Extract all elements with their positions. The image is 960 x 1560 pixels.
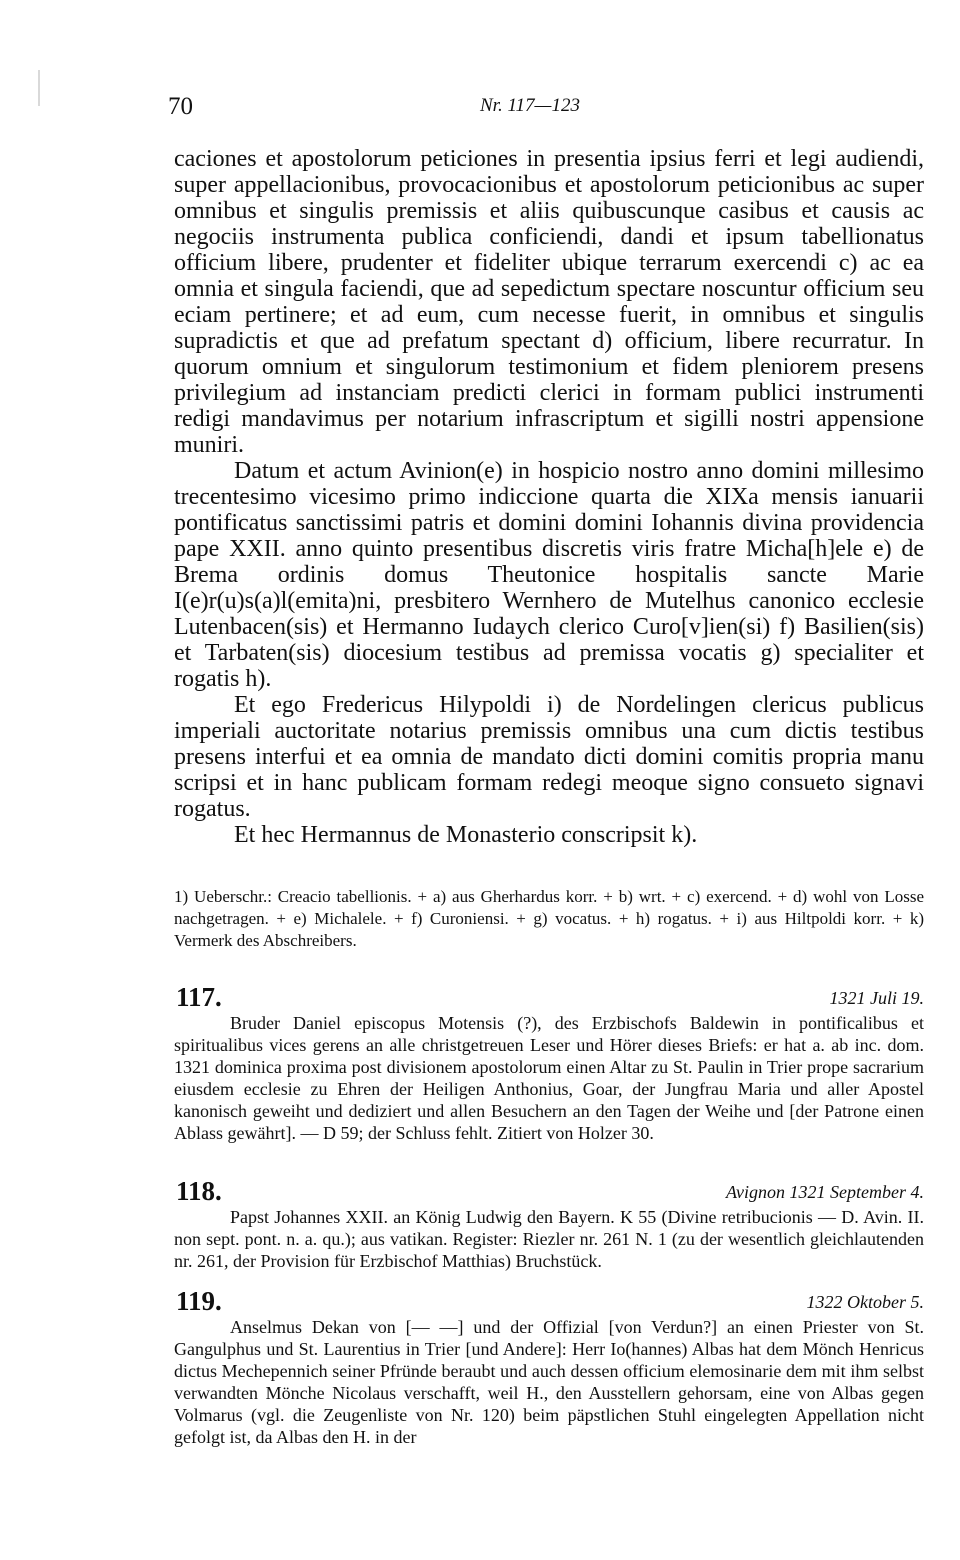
entry-text: Anselmus Dekan von [— —] und der Offizial [von Verdun?] an einen Priester von St. Gangulphus und St. Laurentius in Trier [und Andere]: Herr Io(hannes) Albas hat dem Mönch Henricus dictus Mechepennich seiner Pfründe beraubt und auch dessen officium elemosinarie dem mit ihm selbst verwandten Mönche Nicolaus verschafft, weil H., den Ausstellern gehorsam, eine von Albas gegen Volmarus (vgl. die Zeugenliste von Nr. 120) beim päpstlichen Stuhl eingelegten Appellation nicht gefolgt ist, da Albas den H. in der xyxy=(174,1317,924,1447)
entry-117 xyxy=(174,982,924,1144)
paragraph: Et ego Fredericus Hilypoldi i) de Nordelingen clericus publicus imperiali auctoritate notarius premissis omnibus una cum dictis testibus presens interfui et ea omnia de mandato dicti domini comitis propria manu scripsi et in hanc publicam formam redegi meoque signo consueto signavi rogatus. xyxy=(174,692,924,822)
footnotes: 1) Ueberschr.: Creacio tabellionis. + a) aus Gherhardus korr. + b) wrt. + c) exercend. + d) wohl von Losse nachgetragen. + e) Michalele. + f) Curoniensi. + g) vocatus. + h) rogatus. + i) aus Hiltpoldi korr. + k) Vermerk des Abschreibers. xyxy=(174,887,924,950)
page-number: 70 xyxy=(168,93,193,120)
page-range: Nr. 117—123 xyxy=(480,95,580,116)
main-text xyxy=(174,146,924,848)
entry-date: 1321 Juli 19. xyxy=(829,988,924,1008)
entry-119 xyxy=(174,1286,924,1448)
entry-text: Papst Johannes XXII. an König Ludwig den Bayern. K 55 (Divine retribucionis — D. Avin. II. non sept. pont. n. a. qu.); aus vatikan. Register: Riezler nr. 261 N. 1 (zu der wesentlich gleichlautenden nr. 261, der Provision für Erzbischof Matthias) Bruchstück. xyxy=(174,1207,924,1271)
entry-date: 1322 Oktober 5. xyxy=(806,1292,924,1312)
entry-text: Bruder Daniel episcopus Motensis (?), des Erzbischofs Baldewin in pontificalibus et spiritualibus vices gerens an alle christgetreuen Leser und Hörer dieses Briefs: er hat a. ab inc. dom. 1321 dominica proxima post divisionem apostolorum einen Altar zu St. Paulin in Trier prope sacrarium eiusdem ecclesie zu Ehren der Heiligen Anthonius, Goar, der Jungfrau Maria und aller Apostel kanonisch geweiht und dediziert und allen Besuchern an den Tagen der Weihe und [der Patrone einen Ablass gewährt]. — D 59; der Schluss fehlt. Zitiert von Holzer 30. xyxy=(174,1013,924,1143)
entry-number: 119. xyxy=(176,1286,222,1316)
page-header xyxy=(0,93,960,133)
paragraph: Et hec Hermannus de Monasterio conscripsit k). xyxy=(234,822,698,848)
paragraph: Datum et actum Avinion(e) in hospicio nostro anno domini millesimo trecentesimo vicesimo primo indiccione quarta die XIXa mensis ianuarii pontificatus sanctissimi patris et domini domini Iohannis divina providencia pape XXII. anno quinto presentibus discretis viris fratre Micha[h]ele e) de Brema ordinis domus Theutonice hospitalis sancte Marie I(e)r(u)s(a)l(emita)ni, presbitero Wernhero de Mutelhus canonico ecclesie Lutenbacen(sis) et Hermanno Iudaych clerico Curo[v]ien(si) f) Basilien(sis) et Tarbaten(sis) diocesium testibus ad premissa vocatis g) specialiter et rogatis h). xyxy=(174,458,924,692)
entry-118 xyxy=(174,1176,924,1272)
entry-number: 117. xyxy=(176,982,222,1012)
entry-number: 118. xyxy=(176,1176,222,1206)
entry-date: Avignon 1321 September 4. xyxy=(726,1182,924,1202)
paragraph: caciones et apostolorum peticiones in presentia ipsius ferri et legi audiendi, super appellacionibus, provocacionibus et apostolorum peticionibus ac super omnibus et singulis premissis et aliis quibuscunque casibus et causis ac negociis instrumenta publica conficiendi, dandi et ipsum tabellionatus officium libere, prudenter et fideliter ubique terrarum exercendi c) ac ea omnia et singula faciendi, que ad sepedictum spectare noscuntur officium seu eciam pertinere; et ad eum, cum necesse fuerit, in omnibus et singulis supradictis et que ad prefatum spectant d) officium, libere recurratur. In quorum omnium et singulorum testimonium et fidem pleniorem presens privilegium ad instanciam predicti clerici in formam publici instrumenti redigi mandavimus per notarium infrascriptum et sigilli nostri appensione muniri. xyxy=(174,146,924,458)
